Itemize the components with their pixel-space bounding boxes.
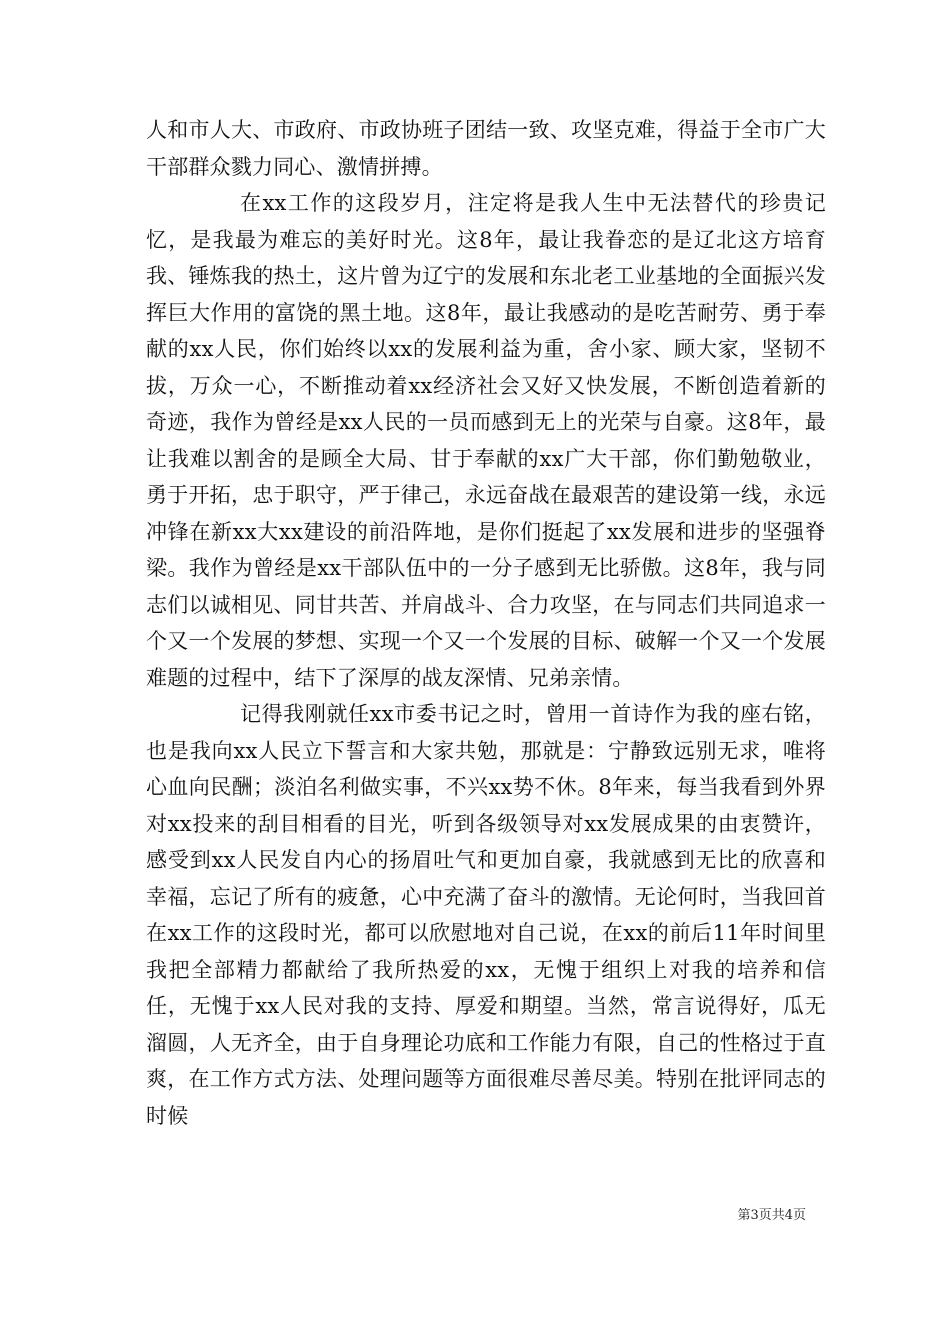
paragraph-3: 记得我刚就任xx市委书记之时，曾用一首诗作为我的座右铭，也是我向xx人民立下誓言和大家共勉，那就是：宁静致远别无求，唯将心血向民酬；淡泊名利做实事，不兴xx势不休。8年来，每当我看到外界对xx投来的刮目相看的目光，听到各级领导对xx发展成果的由衷赞许，感受到xx人民发自内心的扬眉吐气和更加自豪，我就感到无比的欣喜和幸福，忘记了所有的疲惫，心中充满了奋斗的激情。无论何时，当我回首在xx工作的这段时光，都可以欣慰地对自己说，在xx的前后11年时间里我把全部精力都献给了我所热爱的xx，无愧于组织上对我的培养和信任，无愧于xx人民对我的支持、厚爱和期望。当然，常言说得好，瓜无溜圆，人无齐全，由于自身理论功底和工作能力有限，自己的性格过于直爽，在工作方式方法、处理问题等方面很难尽善尽美。特别在批评同志的时候	[146, 702, 826, 1128]
paragraph-2: 在xx工作的这段岁月，注定将是我人生中无法替代的珍贵记忆，是我最为难忘的美好时光。这8年，最让我眷恋的是辽北这方培育我、锤炼我的热土，这片曾为辽宁的发展和东北老工业基地的全面振兴发挥巨大作用的富饶的黑土地。这8年，最让我感动的是吃苦耐劳、勇于奉献的xx人民，你们始终以xx的发展利益为重，舍小家、顾大家，坚韧不拔，万众一心，不断推动着xx经济社会又好又快发展，不断创造着新的奇迹，我作为曾经是xx人民的一员而感到无上的光荣与自豪。这8年，最让我难以割舍的是顾全大局、甘于奉献的xx广大干部，你们勤勉敬业，勇于开拓，忠于职守，严于律己，永远奋战在最艰苦的建设第一线，永远冲锋在新xx大xx建设的前沿阵地，是你们挺起了xx发展和进步的坚强脊梁。我作为曾经是xx干部队伍中的一分子感到无比骄傲。这8年，我与同志们以诚相见、同甘共苦、并肩战斗、合力攻坚，在与同志们共同追求一个又一个发展的梦想、实现一个又一个发展的目标、破解一个又一个发展难题的过程中，结下了深厚的战友深情、兄弟亲情。	[146, 191, 826, 690]
page-number-footer: 第3页共4页	[737, 1208, 806, 1223]
paragraph-1: 人和市人大、市政府、市政协班子团结一致、攻坚克难，得益于全市广大干部群众戮力同心、激情拼搏。	[146, 118, 826, 179]
document-body	[146, 112, 826, 1134]
